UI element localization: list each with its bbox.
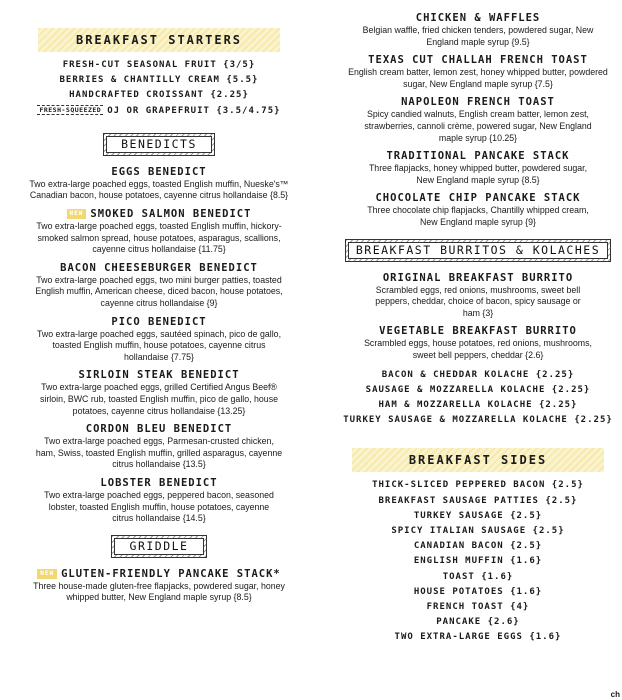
item-title: NEW SMOKED SALMON BENEDICT: [0, 208, 318, 221]
item-description: Three flapjacks, honey whipped butter, powdered sugar, New England maple syrup {8.5}: [368, 163, 588, 185]
side-item: SPICY ITALIAN SAUSAGE {2.5}: [391, 525, 565, 536]
item-description: Spicy candied walnuts, English cream batter, lemon zest, strawberries, cannoli crème, powered sugar, New England maple syrup {10.25}: [364, 109, 592, 143]
starter-item: HANDCRAFTED CROISSANT {2.25}: [69, 90, 249, 101]
starters-list: [0, 58, 318, 119]
left-column: [0, 0, 318, 604]
right-column: [334, 0, 622, 646]
menu-item: [334, 192, 622, 228]
menu-item: [0, 477, 318, 525]
side-item: ENGLISH MUFFIN {1.6}: [413, 556, 543, 567]
fresh-squeezed-tag: FRESH-SQUEEZED: [39, 106, 102, 115]
starter-item: BERRIES & CHANTILLY CREAM {5.5}: [59, 75, 259, 86]
side-item: THICK-SLICED PEPPERED BACON {2.5}: [372, 480, 584, 491]
kolaches-list: [334, 368, 622, 429]
side-item: TWO EXTRA-LARGE EGGS {1.6}: [394, 632, 562, 643]
item-description: Two extra-large poached eggs, toasted English muffin, Nueske's™ Canadian bacon, house potatoes, cayenne citrus hollandaise {8.5}: [29, 178, 289, 201]
kolache-item: HAM & MOZZARELLA KOLACHE {2.25}: [378, 399, 578, 410]
item-description: Belgian waffle, fried chicken tenders, powdered sugar, New England maple syrup {9.5}: [362, 25, 594, 47]
menu-item: [334, 150, 622, 186]
item-description: English cream batter, lemon zest, honey whipped butter, powdered sugar, New England maple syrup {7.5}: [348, 67, 608, 89]
sides-list: [334, 478, 622, 645]
menu-item: [0, 568, 318, 604]
item-title: TEXAS CUT CHALLAH FRENCH TOAST: [368, 54, 588, 67]
griddle-continued-list: [334, 12, 622, 229]
item-title: CHOCOLATE CHIP PANCAKE STACK: [375, 192, 581, 205]
item-title: EGGS BENEDICT: [111, 165, 207, 178]
item-title: LOBSTER BENEDICT: [100, 476, 218, 489]
menu-item: [334, 325, 622, 361]
new-badge: NEW: [67, 209, 87, 219]
item-title: NEW GLUTEN-FRIENDLY PANCAKE STACK*: [0, 568, 318, 581]
menu-item: [334, 96, 622, 144]
side-item: TOAST {1.6}: [442, 571, 514, 582]
kolache-item: BACON & CHEDDAR KOLACHE {2.25}: [381, 369, 575, 380]
item-description: Three house-made gluten-free flapjacks, powdered sugar, honey whipped butter, New England maple syrup {8.5}: [33, 580, 285, 603]
item-description: Two extra-large poached eggs, grilled Certified Angus Beef® sirloin, BWC rub, toasted English muffin, pico de gallo, house potatoes, cayenne citrus hollandaise {13.25}: [40, 382, 278, 416]
kolache-item: SAUSAGE & MOZZARELLA KOLACHE {2.25}: [365, 384, 591, 395]
starter-item: FRESH-SQUEEZED OJ OR GRAPEFRUIT {3.5/4.75}: [39, 105, 281, 116]
item-title: CHICKEN & WAFFLES: [415, 12, 541, 24]
item-title: ORIGINAL BREAKFAST BURRITO: [382, 271, 574, 284]
griddle-header: GRIDDLE: [111, 535, 207, 558]
side-item: CANADIAN BACON {2.5}: [413, 541, 543, 552]
side-item: TURKEY SAUSAGE {2.5}: [413, 510, 543, 521]
menu-item: [0, 166, 318, 202]
starter-item: FRESH-CUT SEASONAL FRUIT {3/5}: [62, 60, 256, 70]
menu-item: [334, 272, 622, 320]
item-title: TRADITIONAL PANCAKE STACK: [386, 150, 570, 163]
menu-item: [0, 316, 318, 364]
side-item: HOUSE POTATOES {1.6}: [413, 586, 543, 597]
breakfast-starters-header: BREAKFAST STARTERS: [38, 28, 280, 52]
item-description: Scrambled eggs, red onions, mushrooms, sweet bell peppers, cheddar, choice of bacon, spicy sausage or ham {3}: [375, 284, 581, 318]
item-description: Two extra-large poached eggs, two mini burger patties, toasted English muffin, American cheese, diced bacon, house potatoes, cayenne citrus hollandaise {9}: [35, 274, 283, 308]
new-badge: NEW: [37, 569, 57, 579]
burritos-kolaches-header: BREAKFAST BURRITOS & KOLACHES: [345, 239, 611, 262]
menu-item: [0, 208, 318, 256]
item-title: VEGETABLE BREAKFAST BURRITO: [379, 325, 577, 338]
item-description: Two extra-large poached eggs, Parmesan-crusted chicken, ham, Swiss, toasted English muffin, grilled asparagus, cayenne citrus hollandaise {13.5}: [35, 436, 283, 470]
item-description: Two extra-large poached eggs, toasted English muffin, hickory-smoked salmon spread, house potatoes, asparagus, scallions, cayenne citrus hollandaise {11.75}: [36, 221, 282, 255]
menu-item: [334, 54, 622, 90]
item-description: Scrambled eggs, house potatoes, red onions, mushrooms, sweet bell peppers, cheddar {2.6}: [364, 338, 592, 360]
item-title: NAPOLEON FRENCH TOAST: [401, 96, 555, 109]
menu-item: [0, 423, 318, 471]
item-title: BACON CHEESEBURGER BENEDICT: [60, 261, 258, 274]
menu-item: [0, 369, 318, 417]
side-item: FRENCH TOAST {4}: [426, 601, 530, 612]
menu-item: [334, 12, 622, 48]
item-title: CORDON BLEU BENEDICT: [85, 423, 233, 436]
breakfast-sides-header: BREAKFAST SIDES: [352, 448, 604, 472]
side-item: PANCAKE {2.6}: [436, 617, 520, 628]
item-description: Three chocolate chip flapjacks, Chantilly whipped cream, New England maple syrup {9}: [367, 205, 589, 227]
benedicts-header: BENEDICTS: [103, 133, 215, 156]
corner-text: ch: [610, 690, 620, 699]
side-item: BREAKFAST SAUSAGE PATTIES {2.5}: [378, 495, 578, 506]
item-title: PICO BENEDICT: [111, 315, 207, 328]
benedicts-list: [0, 166, 318, 525]
item-title: SIRLOIN STEAK BENEDICT: [78, 369, 240, 382]
item-description: Two extra-large poached eggs, peppered bacon, seasoned lobster, toasted English muffin, house potatoes, cayenne citrus hollandaise {14.5}: [44, 489, 274, 524]
item-description: Two extra-large poached eggs, sautéed spinach, pico de gallo, toasted English muffin, house potatoes, cayenne citrus hollandaise {7.75}: [36, 328, 282, 362]
kolache-item: TURKEY SAUSAGE & MOZZARELLA KOLACHE {2.25}: [343, 415, 613, 426]
menu-item: [0, 262, 318, 310]
burritos-list: [334, 272, 622, 362]
